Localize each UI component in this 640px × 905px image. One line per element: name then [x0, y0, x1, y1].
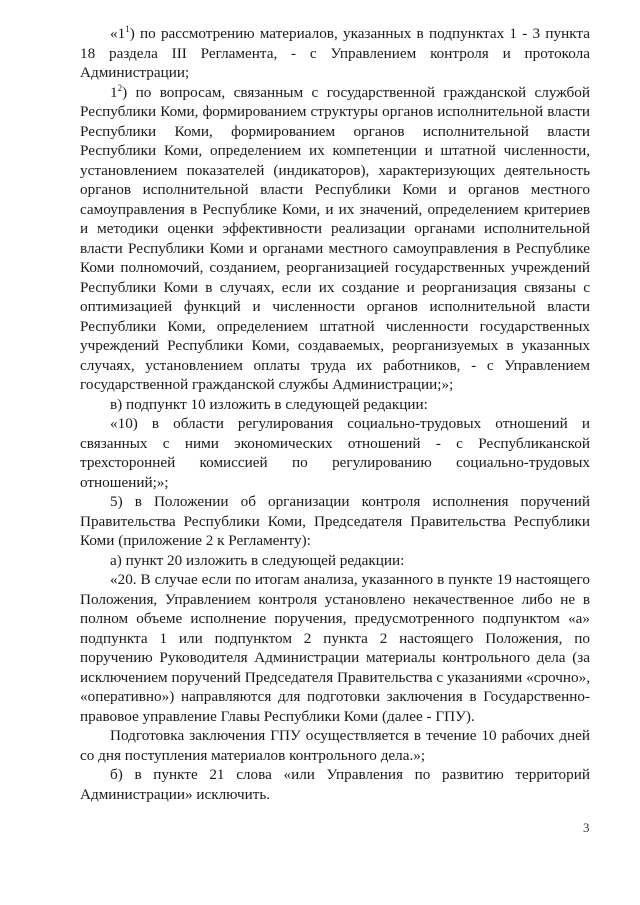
paragraph-2: $1^2$) по вопросам, связанным с государственной гражданской службой Республики Коми, формированием структуры органов исполнительной власти Республики Коми, формированием органов исполнительной власти Республики Коми, определением их компетенции и штатной численности, установлением показателей (индикаторов), характеризующих деятельность органов исполнительной власти Республики Коми и органов местного самоуправления в Республике Коми, и их значений, определением критериев и методики оценки эффективности реализации органами исполнительной власти Республики Коми и органами местного самоуправления в Республике Коми полномочий, созданием, реорганизацией государственных учреждений Республики Коми в случаях, если их создание и реорганизация связаны с оптимизацией функций и численности органов исполнительной власти Республики Коми, определением штатной численности государственных учреждений Республики Коми, создаваемых, реорганизуемых в указанных случаях, установлением оплаты труда их работников, - с Управлением государственной гражданской службы Администрации;»;	[80, 82, 590, 393]
page-number: 3	[583, 820, 590, 835]
paragraph-5: 5) в Положении об организации контроля исполнения поручений Правительства Республики Коми, Председателя Правительства Республики Коми (приложение 2 к Регламенту):	[80, 493, 590, 549]
paragraph-9: б) в пункте 21 слова «или Управления по развитию территорий Администрации» исключить.	[80, 766, 590, 803]
paragraph-4: «10) в области регулирования социально-трудовых отношений и связанных с ними экономических отношений - с Республиканской трехсторонней комиссией по регулированию социально-трудовых отношений;»;	[80, 415, 590, 491]
document-body	[80, 24, 590, 804]
paragraph-1: «$1^1$) по рассмотрению материалов, указанных в подпунктах 1 - 3 пункта 18 раздела III Регламента, - с Управлением контроля и протокола Администрации;	[80, 23, 590, 81]
paragraph-8: Подготовка заключения ГПУ осуществляется в течение 10 рабочих дней со дня поступления материалов контрольного дела.»;	[80, 727, 590, 764]
paragraph-6: а) пункт 20 изложить в следующей редакции:	[110, 551, 405, 569]
paragraph-3: в) подпункт 10 изложить в следующей редакции:	[110, 395, 428, 413]
paragraph-7: «20. В случае если по итогам анализа, указанного в пункте 19 настоящего Положения, Управлением контроля установлено некачественное либо не в полном объеме исполнение поручения, предусмотренного подпунктом «а» подпункта 1 или подпунктом 2 пункта 2 настоящего Положения, по поручению Руководителя Администрации материалы контрольного дела (за исключением поручений Председателя Правительства с указаниями «срочно», «оперативно») направляются для подготовки заключения в Государственно-правовое управление Главы Республики Коми (далее - ГПУ).	[80, 571, 590, 725]
